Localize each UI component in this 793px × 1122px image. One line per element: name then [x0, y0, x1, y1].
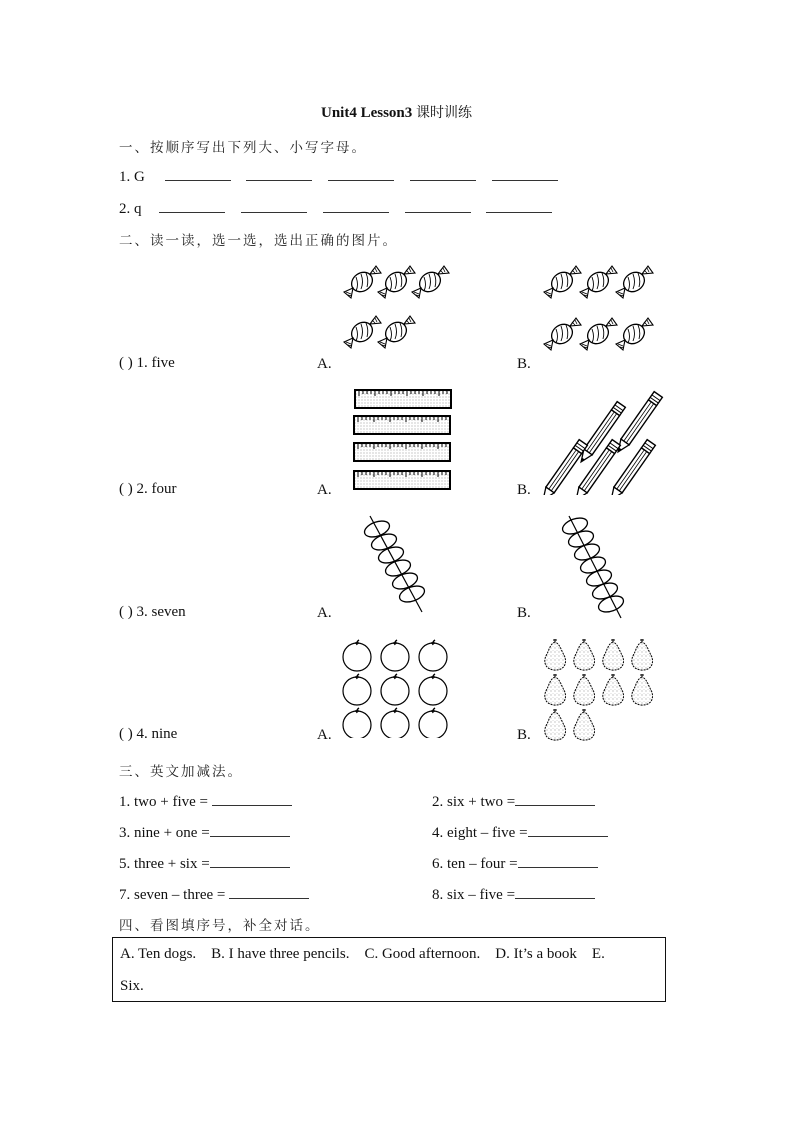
option-b-label[interactable]: B. — [517, 482, 531, 498]
option-b-label[interactable]: B. — [517, 727, 531, 743]
section2-heading: 二、读一读，选一选，选出正确的图片。 — [119, 233, 398, 249]
candies-six-image[interactable] — [540, 262, 670, 362]
section3-heading: 三、英文加减法。 — [119, 764, 243, 780]
title-english: Unit4 Lesson3 — [320, 105, 413, 121]
answer-blank[interactable] — [323, 198, 389, 213]
question-2-label: ( ) 2. four — [119, 481, 177, 497]
letter-row-label: 2. q — [119, 201, 142, 217]
equation-4: 4. eight – five = — [432, 822, 608, 842]
apples-nine-image[interactable] — [340, 637, 455, 743]
pencils-five-image[interactable] — [540, 380, 665, 495]
question-3-label: ( ) 3. seven — [119, 604, 186, 620]
letter-row-1 — [119, 166, 558, 186]
answer-blank[interactable] — [241, 198, 307, 213]
equation-8: 8. six – five = — [432, 884, 595, 904]
answer-blank[interactable] — [518, 853, 598, 868]
letter-row-label: 1. G — [119, 169, 145, 185]
option-a-label[interactable]: A. — [317, 605, 332, 621]
question-1-label: ( ) 1. five — [119, 355, 175, 371]
title-chinese: 课时训练 — [416, 105, 473, 121]
candies-five-image[interactable] — [340, 262, 460, 362]
option-a-label[interactable]: A. — [317, 727, 332, 743]
answer-blank[interactable] — [159, 198, 225, 213]
rulers-four-image[interactable] — [352, 388, 454, 494]
rings-seven-image[interactable] — [555, 514, 645, 622]
answer-blank[interactable] — [212, 791, 292, 806]
answer-blank[interactable] — [486, 198, 552, 213]
answer-blank[interactable] — [210, 822, 290, 837]
answer-blank[interactable] — [405, 198, 471, 213]
answer-blank[interactable] — [210, 853, 290, 868]
rings-six-image[interactable] — [358, 514, 438, 614]
option-a-label[interactable]: A. — [317, 356, 332, 372]
answer-blank[interactable] — [492, 166, 558, 181]
question-4-label: ( ) 4. nine — [119, 726, 178, 742]
equation-3: 3. nine + one = — [119, 822, 290, 842]
equation-6: 6. ten – four = — [432, 853, 598, 873]
equation-1: 1. two + five = — [119, 791, 292, 811]
answer-blank[interactable] — [410, 166, 476, 181]
section1-heading: 一、按顺序写出下列大、小写字母。 — [119, 140, 367, 156]
equation-7: 7. seven – three = — [119, 884, 309, 904]
answer-blank[interactable] — [528, 822, 608, 837]
answer-blank[interactable] — [246, 166, 312, 181]
option-a-label[interactable]: A. — [317, 482, 332, 498]
dialogue-options-line-2: Six. — [120, 978, 144, 994]
page-title — [0, 102, 793, 122]
answer-blank[interactable] — [328, 166, 394, 181]
pears-ten-image[interactable] — [540, 636, 662, 744]
answer-blank[interactable] — [515, 884, 595, 899]
dialogue-options-line-1: A. Ten dogs. B. I have three pencils. C. Good afternoon. D. It’s a book E. — [120, 946, 605, 962]
answer-blank[interactable] — [229, 884, 309, 899]
equation-5: 5. three + six = — [119, 853, 290, 873]
option-b-label[interactable]: B. — [517, 605, 531, 621]
dialogue-options-box — [112, 937, 666, 1002]
option-b-label[interactable]: B. — [517, 356, 531, 372]
section4-heading: 四、看图填序号，补全对话。 — [119, 918, 321, 934]
answer-blank[interactable] — [515, 791, 595, 806]
answer-blank[interactable] — [165, 166, 231, 181]
equation-2: 2. six + two = — [432, 791, 595, 811]
letter-row-2 — [119, 198, 552, 218]
